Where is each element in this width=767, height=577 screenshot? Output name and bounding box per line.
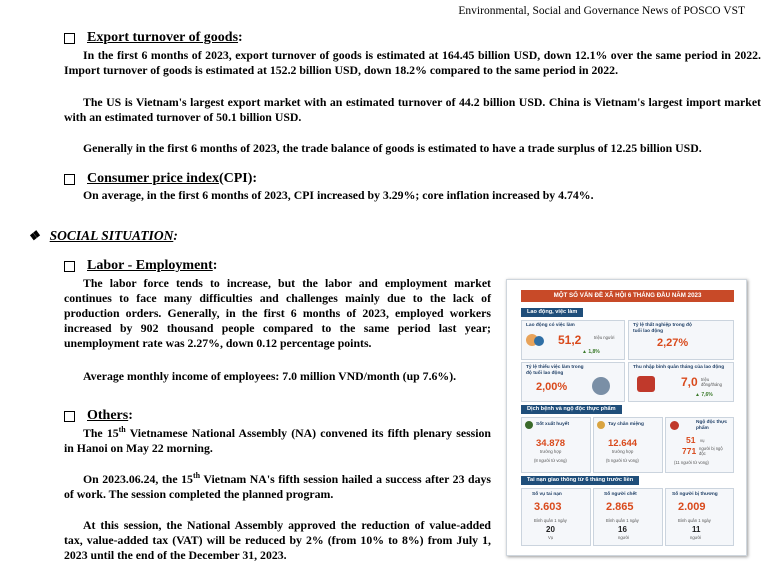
underemployment-value: 2,00% xyxy=(536,381,568,393)
traffic-injured-label: Số người bị thương xyxy=(672,492,718,497)
labor-heading: Labor - Employment : xyxy=(64,258,217,274)
hand-foot-mouth-value: 12.644 xyxy=(608,438,638,449)
person-icon xyxy=(592,377,610,395)
traffic-injured-avg-label: Bình quân 1 ngày xyxy=(678,518,711,523)
food-poisoning-cases-unit: vụ xyxy=(700,438,705,443)
money-icon xyxy=(637,376,655,392)
unemployment-value: 2,27% xyxy=(657,337,689,349)
export-heading: Export turnover of goods : xyxy=(64,30,243,46)
traffic-deaths-label: Số người chết xyxy=(604,492,637,497)
export-paragraph-1: In the first 6 months of 2023, export turnover of goods is estimated at 164.45 billion USD, down 12.1% over the same period in 2022. Import turnover of goods is estimated at 152.2 billion USD, down 18.2% compared to the same period in 2022. xyxy=(64,48,761,77)
accidents-value: 3.603 xyxy=(534,501,562,513)
others-heading-text: Others xyxy=(87,408,129,423)
cpi-paragraph: On average, in the first 6 months of 2023, CPI increased by 3.29%; core inflation increased by 4.74%. xyxy=(83,188,594,202)
traffic-deaths-avg-unit: người xyxy=(618,535,630,540)
accidents-label: Số vụ tai nạn xyxy=(532,492,562,497)
traffic-injured-value: 2.009 xyxy=(678,501,706,513)
worker-icon xyxy=(534,336,544,346)
social-infographic xyxy=(506,279,747,556)
hand-foot-mouth-label: Tay chân miệng xyxy=(608,422,644,427)
export-heading-text: Export turnover of goods xyxy=(87,30,239,45)
food-poisoning-cases: 51 xyxy=(686,435,696,445)
dengue-value: 34.878 xyxy=(536,438,566,449)
dengue-unit: trường hợp xyxy=(540,449,562,454)
dengue-box xyxy=(521,417,591,473)
hand-foot-mouth-deaths: (5 người tử vong) xyxy=(606,458,639,463)
dengue-deaths: (8 người tử vong) xyxy=(534,458,567,463)
others-paragraph-2: On 2023.06.24, the 15th Vietnam NA's fifth session hailed a success after 23 days of work. The session completed the planned program. xyxy=(64,471,491,501)
unemployment-box xyxy=(628,320,734,360)
checkbox-icon xyxy=(64,261,75,272)
traffic-deaths-box xyxy=(593,488,663,546)
employed-change: ▲ 1,8% xyxy=(582,349,600,355)
checkbox-icon xyxy=(64,411,75,422)
cpi-heading-suffix: (CPI): xyxy=(218,171,258,186)
unemployment-label: Tỷ lệ thất nghiệp trong độ tuổi lao động xyxy=(633,323,692,334)
food-poisoning-icon xyxy=(670,421,679,430)
food-poisoning-people: 771 xyxy=(682,446,697,456)
income-value: 7,0 xyxy=(681,375,698,389)
checkbox-icon xyxy=(64,174,75,185)
food-poisoning-label: Ngộ độc thực phẩm xyxy=(696,420,728,431)
employed-box xyxy=(521,320,625,360)
diamond-bullet-icon: ❖ xyxy=(28,228,40,243)
hand-foot-mouth-unit: trường hợp xyxy=(612,449,634,454)
underemployment-box xyxy=(521,362,625,402)
export-paragraph-2: The US is Vietnam's largest export market with an estimated turnover of 44.2 billion USD. China is Vietnam's largest import market with an estimated turnover of 50.1 billion USD. xyxy=(64,95,761,124)
income-box xyxy=(628,362,734,402)
accidents-box xyxy=(521,488,591,546)
income-unit: triệu đồng/tháng xyxy=(701,377,722,387)
tab-labor: Lao động, việc làm xyxy=(521,308,583,317)
social-heading: ❖ SOCIAL SITUATION : xyxy=(28,228,178,243)
mosquito-icon xyxy=(525,421,533,429)
cpi-heading xyxy=(64,171,257,187)
tab-disease: Dịch bệnh và ngộ độc thực phẩm xyxy=(521,405,622,414)
income-change: ▲ 7,6% xyxy=(695,392,713,398)
labor-paragraph-1: The labor force tends to increase, but the labor and employment market continues to face many difficulties and challenges mainly due to the lack of production orders. Generally, in the first 6 months of 2023, employed workers increased by 902 thousand people compared to the same period last year; unemployment rate was 2.27%, down 0.12 percentage points. xyxy=(64,276,491,350)
traffic-deaths-value: 2.865 xyxy=(606,501,634,513)
hand-icon xyxy=(597,421,605,429)
food-poisoning-deaths: (11 người tử vong) xyxy=(674,460,709,465)
accidents-avg: 20 xyxy=(546,525,555,534)
employed-value: 51,2 xyxy=(558,333,582,347)
accidents-avg-label: Bình quân 1 ngày xyxy=(534,518,567,523)
others-paragraph-3: At this session, the National Assembly approved the reduction of value-added tax, value-added tax (VAT) will be reduced by 2% (from 10% to 8%) from July 1, 2023 until the end of the December 31, 2023. xyxy=(64,518,491,562)
dengue-label: Sốt xuất huyết xyxy=(536,422,570,427)
traffic-injured-avg: 11 xyxy=(692,525,701,534)
cpi-heading-text: Consumer price index xyxy=(87,171,219,186)
tab-traffic: Tai nạn giao thông từ 6 tháng trước liền xyxy=(521,476,639,485)
labor-paragraph-2: Average monthly income of employees: 7.0 million VND/month (up 7.6%). xyxy=(83,369,457,383)
hand-foot-mouth-box xyxy=(593,417,663,473)
infographic-banner: MỘT SỐ VẤN ĐỀ XÃ HỘI 6 THÁNG ĐẦU NĂM 2023 xyxy=(521,290,734,302)
others-paragraph-1: The 15th Vietnamese National Assembly (NA) convened its fifth plenary session in Hanoi on May 22 morning. xyxy=(64,425,491,455)
export-paragraph-3: Generally in the first 6 months of 2023, the trade balance of goods is estimated to have a trade surplus of 12.25 billion USD. xyxy=(83,141,702,155)
income-label: Thu nhập bình quân tháng của lao động xyxy=(633,365,725,370)
employed-unit: triệu người xyxy=(594,335,615,340)
checkbox-icon xyxy=(64,33,75,44)
labor-heading-text: Labor - Employment xyxy=(87,258,213,273)
social-heading-text: SOCIAL SITUATION xyxy=(49,228,174,243)
underemployment-label: Tỷ lệ thiếu việc làm trong độ tuổi lao động xyxy=(526,365,584,376)
food-poisoning-people-unit: người bị ngộ độc xyxy=(699,446,723,456)
traffic-injured-avg-unit: người xyxy=(690,535,702,540)
employed-label: Lao động có việc làm xyxy=(526,323,575,328)
traffic-deaths-avg: 16 xyxy=(618,525,627,534)
page-header: Environmental, Social and Governance News of POSCO VST xyxy=(458,5,745,17)
traffic-injured-box xyxy=(665,488,734,546)
traffic-deaths-avg-label: Bình quân 1 ngày xyxy=(606,518,639,523)
accidents-avg-unit: Vụ xyxy=(548,535,554,540)
others-heading: Others : xyxy=(64,408,133,424)
food-poisoning-box xyxy=(665,417,734,473)
